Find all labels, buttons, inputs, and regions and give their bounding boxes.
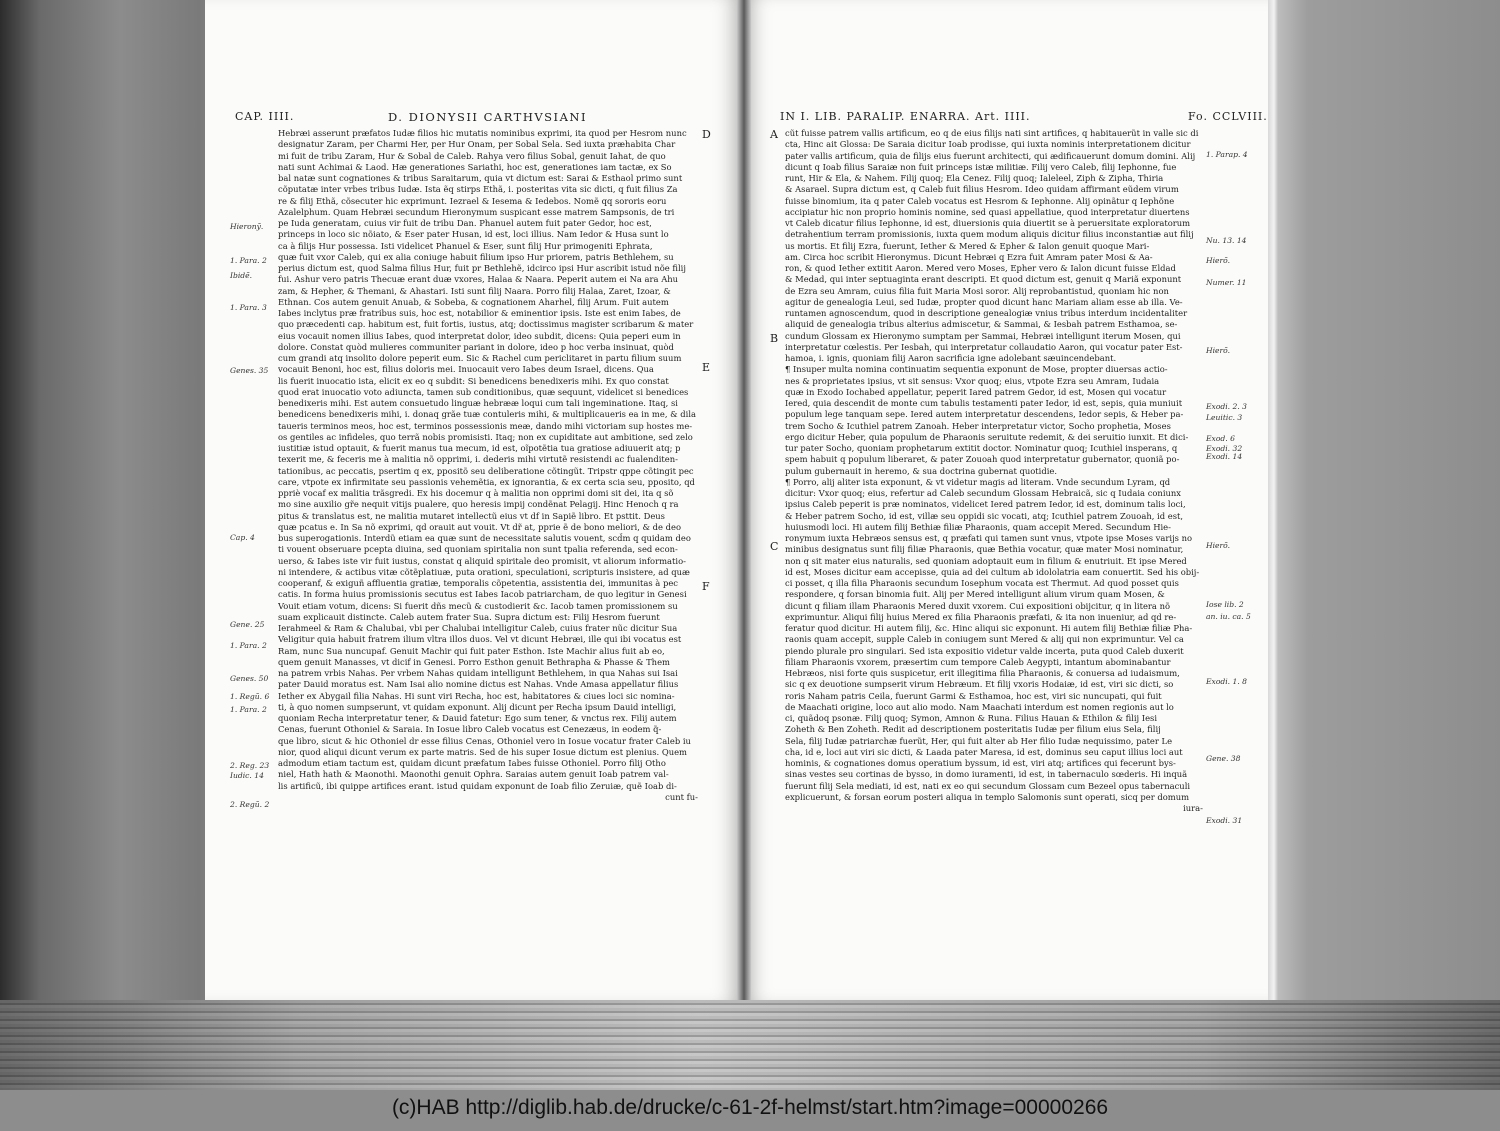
text-line: perius dictum est, quod Salma filius Hur, fuit pr Bethlehẽ, idcirco ipsi Hur ascribit istud nõe filij <box>278 263 686 273</box>
margin-note: Numer. 11 <box>1206 278 1247 287</box>
text-line: respondere, q forsan binomia fuit. Alij per Mered intelligunt alium virum quam Mosen, & <box>785 589 1165 600</box>
text-line: & Medad, qui inter septuaginta erant descripti. Et quod dictum est, genuit q Mariã exponunt <box>785 274 1182 285</box>
text-line: ca à filijs Hur possessa. Isti videlicet Phanuel & Eser, sunt filij Hur primogeniti Ephrata, <box>278 240 653 251</box>
text-line: Zoheth & Ben Zoheth. Redit ad descriptionem posteritatis Iudæ per filium eius Sela, filij <box>785 724 1161 735</box>
text-line: vt Caleb dicatur filius Iephonne, id est, diuersionis quia diuertit se à peruersitate exploratorum <box>785 218 1191 228</box>
margin-note: 1. Para. 2 <box>230 256 267 265</box>
text-line: de Maachati origine, loco aut alio modo. Nam Maachati interdum est nomen regionis aut lo <box>785 701 1174 712</box>
text-line: runt, Hir & Ela, & Nahem. Filij quoq; Ela Cenez. Filij quoq; Ialeleel, Ziph & Zipha, Thiria <box>785 173 1164 183</box>
text-line: fui. Ashur vero patris Thecuæ erant duæ vxores, Halaa & Naara. Peperit autem ei Na ara Ahu <box>278 274 679 285</box>
text-line: detrahentium terram promissionis, iuxta quem modum aliquis dicitur filius inconstantiæ aut filij <box>785 229 1194 240</box>
text-line: na patrem vrbis Nahas. Per vrbem Nahas quidam intelligunt Bethlehem, in qua Nahas sui Isai <box>278 668 678 678</box>
margin-note: Exodi. 1. 8 <box>1206 677 1248 686</box>
text-line: roris Naham patris Ceila, fuerunt Garmi & Esthamoa, hoc est, viri sic nuncupati, qui fuit <box>785 690 1162 701</box>
text-line: fuerunt filij Sela mediati, id est, nati ex eo qui secundum Glossam cum Bezeel opus tabernaculi <box>785 780 1191 791</box>
text-line: nati sunt Achimai & Laod. Hæ generationes Sariathi, hoc est, generationes iam tactæ, ex So <box>278 161 672 172</box>
text-line: taueris terminos meos, hoc est, terminos possessionis meæ, dando mihi victoriam sup hostes me- <box>278 420 693 431</box>
section-letter: C <box>770 540 779 553</box>
text-line: Cenas, fuerunt Othoniel & Saraia. In Iosue libro Caleb vocatus est Cenezæus, in eodem q̃- <box>278 724 662 735</box>
text-line: quæ pcatus e. In Sa nõ exprimi, qd orauit aut vouit. Vt dr̃ at, pprie ẽ de bono meliori, & de deo <box>278 521 681 532</box>
margin-note: 1. Parap. 4 <box>1206 150 1248 159</box>
text-line: Sela, filij Iudæ patriarchæ fuerũt, Her, qui fuit alter ab Her filio Iudæ nequissimo, pater Le <box>785 735 1173 746</box>
text-line: us mortis. Et filij Ezra, fuerunt, Iether & Mered & Epher & Ialon genuit quoque Mari- <box>785 240 1150 251</box>
margin-note: Exodi. 32 <box>1206 444 1243 453</box>
footer-bar <box>0 1090 1500 1131</box>
text-line: ppriè vocaf ex malitia trãsgredi. Ex his docemur q à malitia non opprimi domi sit dei, ita q sõ <box>278 488 674 498</box>
text-line: ron, & quod Iether extitit Aaron. Mered vero Moses, Epher vero & Ialon dicunt fuisse Eldad <box>785 263 1176 273</box>
margin-note: 1. Para. 2 <box>230 705 267 714</box>
text-line: ci posset, q illa filia Pharaonis secundum Iosephum vocata est Thermut. Ad quod posset quis <box>785 578 1179 588</box>
right-running-title: IN I. LIB. PARALIP. ENARRA. Art. IIII. <box>780 110 1031 123</box>
text-line: ci, quãdoq psonæ. Filij quoq; Symon, Amnon & Runa. Filius Hauan & Ethilon & filij Iesi <box>785 713 1158 723</box>
text-line: id est, Moses dicitur eam accepisse, quia ad dei cultum ab idololatria eam conuertit. Sed his obij- <box>785 566 1200 577</box>
text-line: mi fuit de tribu Zaram, Hur & Sobal de Caleb. Rahya vero filius Sobal, genuit Iahat, de quo <box>278 150 666 161</box>
text-line: feratur quod dicitur. Hi autem filij, &c. Hinc aliqui sic exponunt. Hi autem filij Bethiæ filiæ Pha- <box>785 623 1193 633</box>
text-line: zam, & Hepher, & Themani, & Ahastari. Isti sunt filij Naara. Porro filij Halaa, Zaret, Izoar, & <box>278 285 671 296</box>
text-line: hominis, & cognationes domus operatium byssum, id est, viri atq; artifices qui fecerunt bys- <box>785 758 1176 768</box>
text-line: re & filij Ethã, cõsecuter hic exprimunt. Iezrael & Iesema & Iedebos. Nomẽ qq sororis eoru <box>278 195 667 206</box>
text-line: benedicens benedixeris mihi, i. donaq grãe tuæ contuleris mihi, & multiplicaueris ea in me, & dila <box>278 409 696 420</box>
text-line: cooperanf, & exiguñ affluentia gratiæ, temporalis cõpetentia, assistentia dei, immunitas à pec <box>278 578 678 588</box>
text-line: niel, Hath hath & Maonothi. Maonothi genuit Ophra. Saraias autem genuit Ioab patrem val- <box>278 769 669 780</box>
text-line: tur pater Socho, quoniam prophetarum extitit doctor. Nominatur quoq; Icuthiel insperans, q <box>785 443 1178 453</box>
text-line: uerso, & Iabes iste vir fuit iustus, constat q aliquid spiritale deo promisit, vt aliorum informatio- <box>278 555 686 566</box>
copyright-credit: (c)HAB http://diglib.hab.de/drucke/c-61-2f-helmst/start.htm?image=00000266 <box>391 1096 1109 1119</box>
text-line: explicuerunt, & forsan eorum posteri aliqua in templo Salomonis sunt operati, sicq per domum <box>785 791 1190 802</box>
text-line: piendo plurale pro singulari. Sed ista expositio videtur valde incerta, puta quod Caleb duxerit <box>785 645 1184 656</box>
text-line: trem Socho & Icuthiel patrem Zanoah. Heber interpretatur victor, Socho prophetia, Moses <box>785 420 1171 431</box>
margin-note: an. iu. ca. 5 <box>1206 612 1251 621</box>
text-line: cta, Hinc ait Glossa: De Saraia dicitur Ioab prodisse, qui iuxta nominis interpretationem dicitur <box>785 139 1191 150</box>
margin-note: Hierõ. <box>1206 346 1231 355</box>
text-line: dolore. Constat quòd mulieres communiter pariant in dolore, ideo p hoc verba insinuat, quòd <box>278 341 674 352</box>
text-line: Iered, quia descendit de monte cum tabulis testamenti pater Iedor, id est, sepis, quia muniuit <box>785 398 1183 408</box>
text-line: tationibus, ac peccatis, psertim q ex, ppositõ seu deliberatione cõtingũt. Tripstr qppe cõtingit pec <box>278 465 694 476</box>
section-letter: B <box>770 332 779 345</box>
margin-note: Exodi. 14 <box>1206 452 1243 461</box>
text-line: accipiatur hic non proprio hominis nomine, sed quasi appellatiue, quod interpretatur diuertens <box>785 206 1190 217</box>
margin-note: Cap. 4 <box>230 533 255 542</box>
text-line: catis. In forma huius promissionis secutus est Iabes Iacob patriarcham, de quo legitur in Genesi <box>278 589 687 600</box>
text-line: quoniam Recha interpretatur tener, & Dauid fatetur: Ego sum tener, & vnctus rex. Filij autem <box>278 713 677 723</box>
text-line: iustitiæ istud optauit, & fuerit manus tua mecum, id est, oĩpotẽtia tua gratiose adiuuerit atq; p <box>278 443 681 453</box>
margin-note: Hierõ. <box>1206 541 1231 550</box>
left-running-title: D. DIONYSII CARTHVSIANI <box>388 110 587 124</box>
text-line: sinas vestes seu cortinas de bysso, in domo iuramenti, id est, in tabernaculo sœderis. Hi inquã <box>785 769 1188 780</box>
text-line: os gentiles ac infideles, quo terrã nobis promisisti. Itaq; non ex cupiditate aut ambitione, sed zelo <box>278 431 693 442</box>
text-line: nes & proprietates ipsius, vt sit sensus: Vxor quoq; eius, vtpote Ezra seu Amram, Iudaia <box>785 375 1160 386</box>
text-line: nior, quod aliqui dicunt verum ex parte matris. Sed de his super Iosue dictum est plenius. Quem <box>278 746 687 757</box>
text-line: Azalelphum. Quam Hebræi secundum Hieronymum suspicant esse matrem Sampsonis, de tri <box>278 206 675 217</box>
margin-note: Gene. 25 <box>230 620 265 629</box>
margin-note: 1. Para. 3 <box>230 303 267 312</box>
text-line: fuisse binomium, ita q pater Caleb vocatus est Hesrom & Iephonne. Alij opinãtur q Iephõne <box>785 195 1175 206</box>
text-line: pitus & translatus est, ne malitia mutaret intellectũ eius vt df in Sapiẽ libro. Et psttit. Deus <box>278 510 665 521</box>
margin-note: 1. Regũ. 6 <box>230 692 270 701</box>
text-line: non q sit mater eius naturalis, sed quoniam adoptauit eum in filium & enutriuit. Et ipse Mered <box>785 555 1187 566</box>
text-line: ti vouent obseruare pcepta diuina, sed quoniam spiritalia non sunt tpalia referenda, sed econ- <box>278 544 678 555</box>
text-line: dicunt q Ioab filius Saraiæ non fuit princeps istæ militiæ. Filij vero Caleb, filij Iephonne, fue <box>785 161 1177 172</box>
margin-note: Iose lib. 2 <box>1206 600 1244 609</box>
text-line: Ram, nunc Sua nuncupaf. Genuit Machir qui fuit pater Esthon. Iste Machir alius fuit ab eo, <box>278 645 665 656</box>
folio-number: Fo. CCLVIII. <box>1188 110 1268 123</box>
text-line: suam explicauit distincte. Caleb autem frater Sua. Supra dictum est: Filij Hesrom fuerunt <box>278 611 660 622</box>
text-line: cha, id e, loci aut viri sic dicti, & Laada pater Maresa, id est, dominus seu caput illius loci aut <box>785 746 1183 757</box>
margin-note: Exod. 6 <box>1206 434 1235 443</box>
text-line: Iether ex Abygail filia Nahas. Hi sunt viri Recha, hoc est, habitatores & ciues loci sic nomina- <box>278 690 675 701</box>
text-line: lis fuerit inuocatio ista, elicit ex eo q subdit: Si benedicens benedixeris mihi. Ex quo constat <box>278 375 669 386</box>
margin-note: 2. Reg. 23 <box>230 761 270 770</box>
section-letter: D <box>702 128 711 141</box>
text-line: agitur de genealogia Leui, sed Iudæ, propter quod dicunt hanc Mariam aliam esse ab illa. Ve- <box>785 296 1183 307</box>
text-line: bal natæ sunt cognationes & tribus Saraitarum, quia vt dictum est: Sarai & Esthaol primo sunt <box>278 173 683 183</box>
margin-note: Iudic. 14 <box>230 771 264 780</box>
text-line: pe Iuda generatam, cuius vir fuit de tribu Dan. Phanuel autem fuit pater Gedor, hoc est, <box>278 218 652 228</box>
text-line: que libro, sicut & hic Othoniel dr esse filius Cenas, Othoniel vero in Iosue vocatur frater Caleb iu <box>278 735 691 746</box>
text-line: cõputatæ inter vrbes tribus Iudæ. Ista ẽq stirps Ethã, i. posteritas vita sic dicti, q fuit filius Za <box>278 184 678 195</box>
margin-note: 1. Para. 2 <box>230 641 267 650</box>
text-line: spem habuit q populum liberaret, & pater Zouoah quod interpretatur gubernator, quoniã po- <box>785 454 1180 465</box>
text-line: ni intendere, & actibus vitæ cõtẽplatiuæ, puta orationi, speculationi, scripturis insistere, ad quæ <box>278 566 690 577</box>
text-line: hamoa, i. ignis, quoniam filij Aaron sacrificia igne adolebant sæuincendebant. <box>785 353 1117 363</box>
margin-note: Nu. 13. 14 <box>1206 236 1247 245</box>
text-line: ipsius Caleb peperit is præ nominatos, videlicet Iered patrem Iedor, id est, dominum talis loci, <box>785 499 1186 510</box>
right-page-edges <box>1268 0 1500 1000</box>
text-line: texerit me, & feceris me à malitia nõ opprimi, i. dederis mihi virtutẽ resistendi ac fualenditen- <box>278 454 678 465</box>
section-letter: F <box>702 580 710 593</box>
text-line: aliquid de genealogia tribus alterius admiscetur, & Sammai, & Iesbah patrem Esthamoa, se- <box>785 319 1178 330</box>
margin-note: Leuitic. 3 <box>1206 413 1243 422</box>
text-line: Hebræi asserunt præfatos Iudæ filios hic mutatis nominibus exprimi, ita quod per Hesrom nunc <box>278 128 687 138</box>
left-chapter-heading: CAP. IIII. <box>235 110 295 123</box>
section-letter: A <box>770 128 778 141</box>
text-line: ti, à quo nomen sumpserunt, vt quidam exponunt. Alij dicunt per Recha ipsum Dauid intelligi, <box>278 701 677 712</box>
text-line: bus superogationis. Interdũ etiam ea quæ sunt de necessitate salutis vouent, scd̃m q quidam deo <box>278 533 691 543</box>
catchword: iura- <box>1183 803 1203 813</box>
text-line: raonis quam accepit, supple Caleb in coniugem sunt Mered & alij qui non exprimuntur. Vel ca <box>785 634 1184 645</box>
text-line: runtamen agnoscendum, quod in descriptione genealogiæ vnius tribus interdum incidentaliter <box>785 308 1188 318</box>
text-line: mo sine auxilio gr̃e nequit vitijs pualere, quo heresis impij condẽnat Pelagij. Hinc Henoch q ra <box>278 499 679 510</box>
text-line: designatur Zaram, per Charmi Her, per Hur Onam, per Sobal Sela. Sed iuxta præhabita Char <box>278 139 676 150</box>
margin-note: 2. Regũ. 2 <box>230 800 270 809</box>
text-line: quod erat inuocatio voto adiuncta, tamen sub conditionibus, quæ sequunt, videlicet si benedices <box>278 386 689 397</box>
text-line: quæ fuit vxor Caleb, qui ex alia coniuge habuit filium ipso Hur priorem, patris Bethlehem, su <box>278 251 674 262</box>
text-line: huiusmodi loci. Hi autem filij Bethiæ filiæ Pharaonis, quam accepit Mered. Secundum Hie- <box>785 521 1171 532</box>
text-line: benedixeris mihi. Est autem consuetudo linguæ hebrææ loqui cum tali ingeminatione. Itaq, si <box>278 398 678 408</box>
text-line: pater vallis artificum, quia de filijs eius fuerunt architecti, qui ædificauerunt domum domini. Alij <box>785 150 1196 161</box>
margin-note: Ibidẽ. <box>230 271 253 280</box>
text-line: de Ezra seu Amram, cuius filia fuit Maria Mosi soror. Alij reprobantistud, quoniam hic non <box>785 285 1169 296</box>
bottom-page-edges <box>0 1000 1500 1090</box>
text-line: interpretatur cœlestis. Per Iesbah, qui interpretatur collaudatio Aaron, qui vocatur pater Est- <box>785 341 1183 352</box>
text-line: ¶ Insuper multa nomina continuatim sequentia exponunt de Mose, propter diuersas actio- <box>785 364 1168 375</box>
text-line: Iabes inclytus præ fratribus suis, hoc est, notabilior & eminentior ipsis. Iste est enim Iabes, de <box>278 308 681 318</box>
margin-note: Genes. 50 <box>230 674 269 683</box>
text-line: ¶ Porro, alij aliter ista exponunt, & vt videtur magis ad literam. Vnde secundum Lyram, qd <box>785 476 1171 487</box>
text-line: Vouit etiam votum, dicens: Si fuerit dñs mecũ & custodierit &c. Iacob tamen promissionem su <box>278 600 678 611</box>
text-line: care, vtpote ex infirmitate seu passionis vehemẽtia, ex ignorantia, & ex certa scia seu, pposito, qd <box>278 476 695 487</box>
text-line: cũt fuisse patrem vallis artificum, eo q de eius filijs nati sint artifices, q habitauerũt in valle sic di <box>785 128 1199 138</box>
text-line: cum grandi atq insolito dolore peperit eum. Sic & Rachel cum periclitaret in partu filium suum <box>278 353 682 363</box>
text-line: quæ in Exodo Iochabed appellatur, peperit Iared patrem Gedor, id est, Mosen qui vocatur <box>785 386 1167 397</box>
text-line: admodum etiam tactum est, quidam dicunt præfatum Iabes fuisse Othoniel. Porro filij Otho <box>278 758 666 768</box>
catchword: cunt fu- <box>665 791 698 802</box>
text-line: Ierahmeel & Ram & Chalubai, vbi per Chalubai intelligitur Caleb, cuius frater nũc dicitur Sua <box>278 623 678 633</box>
text-line: Veligitur quia habuit fratrem ilium vltra illos duos. Vel vt dicunt Hebræi, ille qui ibi vocatus est <box>278 634 682 645</box>
text-line: cundum Glossam ex Hieronymo sumptam per Sammai, Hebræi intelligunt iterum Mosen, qui <box>785 330 1181 341</box>
text-line: exprimuntur. Aliqui filij huius Mered ex filia Pharaonis præfati, & ita non inueniur, ad qd re- <box>785 611 1177 622</box>
book-gutter <box>737 0 751 1010</box>
text-line: filiam Pharaonis vxorem, præsertim cum tempore Caleb Aegypti, intantum abominabantur <box>785 656 1171 667</box>
margin-note: Exodi. 31 <box>1206 816 1243 825</box>
margin-note: Hieronỹ. <box>230 222 264 231</box>
text-line: Hebræos, nisi forte quis suspicetur, erit illegitima filia Pharaonis, & conuersa ad iudaismum, <box>785 668 1180 678</box>
text-line: & Heber patrem Socho, id est, villæ seu oppidi sic vocati, atq; Icuthiel patrem Zouoah, id est, <box>785 510 1184 521</box>
text-line: am. Circa hoc scribit Hieronymus. Dicunt Hebræi q Ezra fuit Amram pater Mosi & Aa- <box>785 251 1153 262</box>
margin-note: Gene. 38 <box>1206 754 1241 763</box>
left-text-column <box>278 128 698 803</box>
text-line: lis artificũ, ibi quippe artifices erant. istud quidam exponunt de Ioab filio Zeruiæ, quẽ Ioab di- <box>278 780 677 791</box>
margin-note: Hierõ. <box>1206 256 1231 265</box>
text-line: ergo dicitur Heber, quia populum de Pharaonis seruitute redemit, & dei seruitio iunxit. Et dici- <box>785 431 1189 442</box>
text-line: vocauit Benoni, hoc est, filius doloris mei. Inuocauit vero Iabes deum Israel, dicens. Qua <box>278 364 654 375</box>
text-line: quo præcedenti cap. habitum est, fuit fortis, iustus, atq; doctissimus magister scribarum & mater <box>278 319 694 330</box>
text-line: princeps in loco sic nõiato, & Eser pater Husan, id est, loci illius. Nam Iedor & Husa sunt lo <box>278 229 669 240</box>
text-line: sic q ex deuotione sumpserit virum Hebræum. Et filij vxoris Hodaiæ, id est, viri sic dicti, so <box>785 679 1174 690</box>
text-line: & Asarael. Supra dictum est, q Caleb fuit filius Hesrom. Ideo quidam affirmant eũdem virum <box>785 184 1179 195</box>
text-line: populum lege tanquam sepe. Iered autem interpretatur descendens, Iedor sepis, & Heber pa- <box>785 409 1184 420</box>
margin-note: Exodi. 2. 3 <box>1206 402 1248 411</box>
section-letter: E <box>702 361 711 374</box>
text-line: Ethnan. Cos autem genuit Anuab, & Sobeba, & cognationem Aharhel, filij Arum. Fuit autem <box>278 296 669 307</box>
text-line: pulum gubernauit in heremo, & sua doctrina gubernat quotidie. <box>785 465 1057 476</box>
text-line: ronymum iuxta Hebræos sensus est, q præfati qui tamen sunt vnus, vtpote ipse Moses varijs no <box>785 533 1193 543</box>
text-line: quem genuit Manasses, vt dicif in Genesi. Porro Esthon genuit Bethrapha & Phasse & Them <box>278 656 670 667</box>
right-text-column <box>785 128 1203 814</box>
text-line: eius vocauit nomen illius Iabes, quod interpretat dolor, ideo subdit, dicens: Quia peperi eum in <box>278 330 681 341</box>
text-line: dicitur: Vxor quoq; eius, refertur ad Caleb secundum Glossam Hebraicã, sic q Iudaia coniunx <box>785 488 1182 498</box>
margin-note: Genes. 35 <box>230 366 269 375</box>
text-line: dicunt q filiam illam Pharaonis Mered duxit vxorem. Cui expositioni obijcitur, q in litera nõ <box>785 600 1171 611</box>
text-line: pater Dauid moratus est. Nam Isai alio nomine dictus est Nahas. Vnde Amasa appellatur filius <box>278 679 679 690</box>
text-line: minibus designatus sunt filij filiæ Pharaonis, quæ Bethia vocatur, quæ mater Mosi nominatur, <box>785 544 1184 555</box>
